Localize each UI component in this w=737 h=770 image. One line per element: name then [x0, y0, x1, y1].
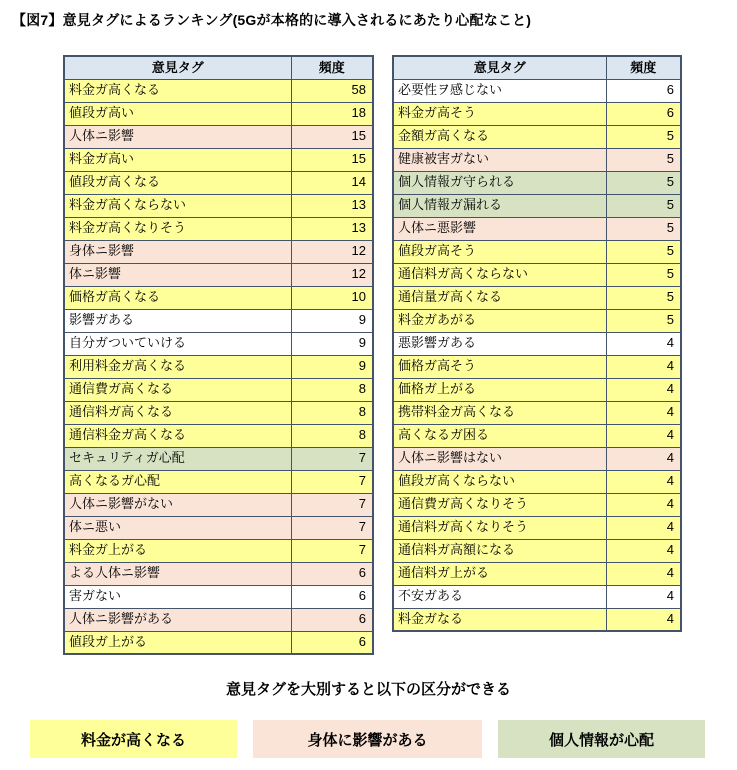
table-row [64, 493, 373, 516]
table-row [393, 493, 681, 516]
table-row [64, 608, 373, 631]
table-row [64, 171, 373, 194]
column-header-opinion-tag: 意見タグ [393, 56, 606, 79]
opinion-tag-cell: 通信料金ガ高くなる [64, 424, 291, 447]
table-row [64, 447, 373, 470]
opinion-tag-cell: 体ニ悪い [64, 516, 291, 539]
frequency-cell: 4 [606, 562, 681, 585]
opinion-tag-cell: 値段ガ高い [64, 102, 291, 125]
opinion-tag-cell: 料金ガ高くなる [64, 79, 291, 102]
table-row [393, 79, 681, 102]
opinion-tag-cell: 通信料ガ高くなる [64, 401, 291, 424]
table-row [393, 194, 681, 217]
opinion-tag-cell: 料金ガ高くなりそう [64, 217, 291, 240]
table-row [64, 332, 373, 355]
table-row [393, 470, 681, 493]
frequency-cell: 5 [606, 171, 681, 194]
table-row [64, 263, 373, 286]
frequency-cell: 5 [606, 240, 681, 263]
opinion-tag-cell: 通信料ガ高額になる [393, 539, 606, 562]
frequency-cell: 9 [291, 332, 373, 355]
opinion-tag-cell: 通信料ガ上がる [393, 562, 606, 585]
table-row [393, 125, 681, 148]
opinion-tag-cell: 金額ガ高くなる [393, 125, 606, 148]
frequency-cell: 9 [291, 309, 373, 332]
opinion-tag-cell: 害ガない [64, 585, 291, 608]
frequency-cell: 4 [606, 608, 681, 631]
frequency-cell: 5 [606, 309, 681, 332]
table-row [64, 516, 373, 539]
frequency-cell: 7 [291, 447, 373, 470]
frequency-cell: 5 [606, 286, 681, 309]
column-header-frequency: 頻度 [291, 56, 373, 79]
table-row [393, 585, 681, 608]
category-box-body: 身体に影響がある [253, 720, 482, 758]
table-row [393, 562, 681, 585]
table-row [393, 102, 681, 125]
frequency-cell: 12 [291, 263, 373, 286]
opinion-tag-cell: 値段ガ上がる [64, 631, 291, 654]
table-body-left [64, 79, 373, 654]
table-row [64, 585, 373, 608]
frequency-cell: 10 [291, 286, 373, 309]
table-row [64, 355, 373, 378]
table-row [393, 148, 681, 171]
table-row [393, 424, 681, 447]
frequency-cell: 6 [291, 585, 373, 608]
opinion-tag-cell: 価格ガ上がる [393, 378, 606, 401]
opinion-tag-cell: 通信費ガ高くなりそう [393, 493, 606, 516]
table-row [393, 286, 681, 309]
opinion-tag-cell: 人体ニ影響はない [393, 447, 606, 470]
table-row [64, 470, 373, 493]
table-row [64, 194, 373, 217]
frequency-cell: 5 [606, 263, 681, 286]
table-row [393, 171, 681, 194]
ranking-tables [63, 55, 682, 655]
table-row [64, 539, 373, 562]
table-row [64, 631, 373, 654]
table-row [393, 263, 681, 286]
category-box-personal-info: 個人情報が心配 [498, 720, 705, 758]
opinion-tag-cell: 通信費ガ高くなる [64, 378, 291, 401]
frequency-cell: 5 [606, 217, 681, 240]
opinion-tag-cell: 料金ガ高くならない [64, 194, 291, 217]
frequency-cell: 6 [291, 631, 373, 654]
table-row [64, 401, 373, 424]
table-body-right [393, 79, 681, 631]
opinion-tag-cell: 値段ガ高くなる [64, 171, 291, 194]
frequency-cell: 4 [606, 401, 681, 424]
table-row [64, 424, 373, 447]
table-row [393, 378, 681, 401]
opinion-tag-cell: 影響ガある [64, 309, 291, 332]
table-row [393, 355, 681, 378]
opinion-tag-cell: 価格ガ高くなる [64, 286, 291, 309]
opinion-tag-cell: 健康被害ガない [393, 148, 606, 171]
table-row [393, 309, 681, 332]
opinion-tag-cell: セキュリティガ心配 [64, 447, 291, 470]
opinion-tag-cell: 通信料ガ高くなりそう [393, 516, 606, 539]
frequency-cell: 7 [291, 516, 373, 539]
table-row [64, 286, 373, 309]
opinion-tag-cell: 不安ガある [393, 585, 606, 608]
frequency-cell: 13 [291, 194, 373, 217]
frequency-cell: 8 [291, 378, 373, 401]
frequency-cell: 7 [291, 539, 373, 562]
frequency-cell: 9 [291, 355, 373, 378]
table-row [64, 79, 373, 102]
table-row [393, 240, 681, 263]
frequency-cell: 5 [606, 194, 681, 217]
frequency-cell: 4 [606, 493, 681, 516]
frequency-cell: 7 [291, 470, 373, 493]
opinion-tag-cell: 料金ガ高そう [393, 102, 606, 125]
frequency-cell: 4 [606, 447, 681, 470]
frequency-cell: 6 [291, 608, 373, 631]
frequency-cell: 6 [291, 562, 373, 585]
opinion-tag-cell: 携帯料金ガ高くなる [393, 401, 606, 424]
frequency-cell: 18 [291, 102, 373, 125]
frequency-cell: 5 [606, 148, 681, 171]
frequency-cell: 15 [291, 148, 373, 171]
table-row [64, 125, 373, 148]
table-header-row [64, 56, 373, 79]
opinion-tag-cell: 人体ニ影響 [64, 125, 291, 148]
opinion-tag-cell: 悪影響ガある [393, 332, 606, 355]
table-row [64, 378, 373, 401]
frequency-cell: 4 [606, 378, 681, 401]
category-box-price: 料金が高くなる [30, 720, 237, 758]
opinion-tag-cell: 利用料金ガ高くなる [64, 355, 291, 378]
opinion-tag-cell: 料金ガあがる [393, 309, 606, 332]
opinion-tag-cell: 人体ニ影響がない [64, 493, 291, 516]
ranking-table-right [392, 55, 682, 632]
opinion-tag-cell: 体ニ影響 [64, 263, 291, 286]
opinion-tag-cell: 高くなるガ心配 [64, 470, 291, 493]
figure-title: 【図7】意見タグによるランキング(5Gが本格的に導入されるにあたり心配なこと) [12, 12, 532, 28]
frequency-cell: 13 [291, 217, 373, 240]
opinion-tag-cell: 値段ガ高そう [393, 240, 606, 263]
opinion-tag-cell: 個人情報ガ漏れる [393, 194, 606, 217]
opinion-tag-cell: 人体ニ影響がある [64, 608, 291, 631]
table-row [64, 240, 373, 263]
table-row [393, 608, 681, 631]
frequency-cell: 4 [606, 424, 681, 447]
opinion-tag-cell: 自分ガついていける [64, 332, 291, 355]
frequency-cell: 4 [606, 516, 681, 539]
frequency-cell: 8 [291, 424, 373, 447]
frequency-cell: 6 [606, 102, 681, 125]
frequency-cell: 58 [291, 79, 373, 102]
opinion-tag-cell: 通信量ガ高くなる [393, 286, 606, 309]
opinion-tag-cell: 料金ガ上がる [64, 539, 291, 562]
opinion-tag-cell: 身体ニ影響 [64, 240, 291, 263]
frequency-cell: 7 [291, 493, 373, 516]
ranking-table-left [63, 55, 374, 655]
table-row [393, 332, 681, 355]
table-row [64, 148, 373, 171]
opinion-tag-cell: 通信料ガ高くならない [393, 263, 606, 286]
table-row [393, 516, 681, 539]
frequency-cell: 4 [606, 539, 681, 562]
frequency-cell: 6 [606, 79, 681, 102]
table-row [393, 217, 681, 240]
table-row [64, 562, 373, 585]
opinion-tag-cell: 料金ガ高い [64, 148, 291, 171]
table-row [393, 447, 681, 470]
table-header-row [393, 56, 681, 79]
frequency-cell: 8 [291, 401, 373, 424]
opinion-tag-cell: 値段ガ高くならない [393, 470, 606, 493]
column-header-frequency: 頻度 [606, 56, 681, 79]
opinion-tag-cell: 料金ガなる [393, 608, 606, 631]
frequency-cell: 4 [606, 355, 681, 378]
opinion-tag-cell: 人体ニ悪影響 [393, 217, 606, 240]
opinion-tag-cell: 必要性ヲ感じない [393, 79, 606, 102]
opinion-tag-cell: 価格ガ高そう [393, 355, 606, 378]
table-row [393, 401, 681, 424]
opinion-tag-cell: 高くなるガ困る [393, 424, 606, 447]
frequency-cell: 15 [291, 125, 373, 148]
column-header-opinion-tag: 意見タグ [64, 56, 291, 79]
frequency-cell: 4 [606, 585, 681, 608]
table-row [393, 539, 681, 562]
frequency-cell: 12 [291, 240, 373, 263]
table-row [64, 102, 373, 125]
table-row [64, 217, 373, 240]
frequency-cell: 4 [606, 470, 681, 493]
opinion-tag-cell: 個人情報ガ守られる [393, 171, 606, 194]
frequency-cell: 4 [606, 332, 681, 355]
frequency-cell: 5 [606, 125, 681, 148]
summary-note: 意見タグを大別すると以下の区分ができる [225, 681, 511, 698]
frequency-cell: 14 [291, 171, 373, 194]
table-row [64, 309, 373, 332]
opinion-tag-cell: よる人体ニ影響 [64, 562, 291, 585]
